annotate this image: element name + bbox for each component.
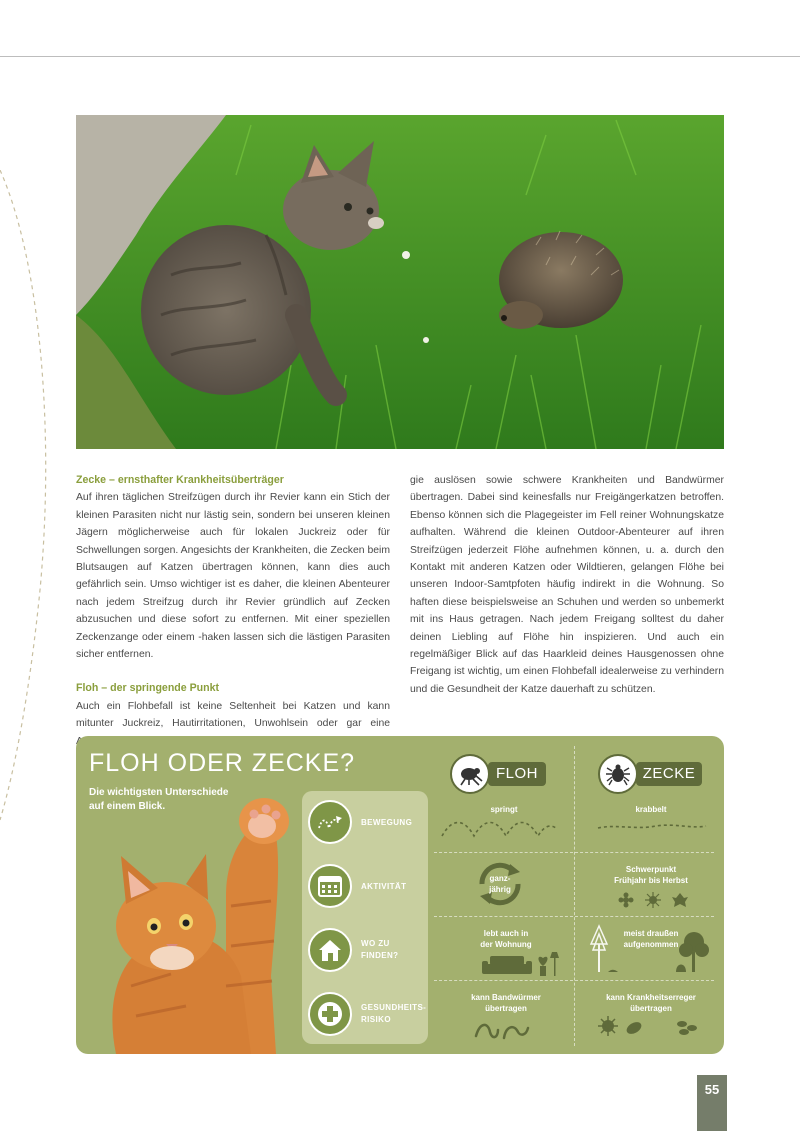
column-header-flea: FLOH <box>488 762 546 786</box>
header-rule <box>0 56 800 57</box>
flea-risk-text: kann Bandwürmer übertragen <box>471 993 541 1013</box>
infobox-title: FLOH ODER ZECKE? <box>89 749 356 777</box>
tick-movement-text: krabbelt <box>635 805 667 814</box>
crawling-path-icon <box>596 820 708 834</box>
paragraph-flea-continued: gie auslösen sowie schwere Krankheiten und Bandwürmer übertragen. Dabei sind keinesfalls nur Freigängerkatzen betroffen. Ebenso können sich die Plagegeister im Fell reiner Wohnungskatze aufhalten. Während die kleinen Outdoor-Abenteurer auf ihren Streifzügen jederzeit Flöhe aufnehmen können, u. a. durch den Kontakt mit anderen Katzen oder Wildtieren, gelangen Flöhe bei unseren Indoor-Samtpfoten häufig indirekt in die Wohnung. So haften diese beispielsweise an Schuhen und werden so unbemerkt mit ins Haus getragen. Nach jedem Freigang solltest du daher deinen Liebling auf Flöhe hin inspizieren. Und auch ein regelmäßiger Blick auf das Haarkleid deines Hausgenossen ohne Freigang ist wichtig, um einen Flohbefall idealerweise zu verhindern und die Gesundheit der Katze dauerhaft zu schützen. <box>410 475 724 695</box>
outdoor-trees-icon <box>588 924 712 974</box>
heading-flea: Floh – der springende Punkt <box>76 682 220 695</box>
row-label-movement: BEWEGUNG <box>361 818 413 827</box>
infobox-subtitle: Die wichtigsten Unterschiede auf einem Blick. <box>89 787 229 812</box>
row-label-health-risk: GESUNDHEITS- RISIKO <box>361 1003 427 1024</box>
row-divider <box>434 916 714 917</box>
seasons-icon <box>618 892 688 908</box>
tick-risk-text: kann Krankheitserreger übertragen <box>606 993 696 1013</box>
paragraph-flea-start: Auch ein Flohbefall ist keine Seltenheit bei Katzen und kann mitunter Juckreiz, Hautirritationen, Unwohlsein oder gar eine <box>76 700 390 730</box>
row-label-activity: AKTIVITÄT <box>361 882 407 891</box>
medical-cross-icon <box>308 992 352 1036</box>
jumping-path-icon <box>440 814 558 840</box>
row-label-where: WO ZU FINDEN? <box>361 939 399 960</box>
row-divider <box>434 852 714 853</box>
article-column-left <box>76 472 390 750</box>
page-number: 55 <box>697 1075 727 1131</box>
row-divider <box>434 980 714 981</box>
article-column-right <box>410 472 724 698</box>
paragraph-tick: Auf ihren täglichen Streifzügen durch ihr Revier kann ein Stich der kleinen Parasiten nicht nur lästig sein, sondern bei unseren kleinen Jägern möglicherweise auch für lokalen Juckreiz oder für Schwellungen sorgen. Angesichts der Krankheiten, die Zecken beim Blutsaugen auf Katzen übertragen können, kann dies auch gefährlich sein. Umso wichtiger ist es daher, die kleinen Abenteurer nach jedem Streifzug durch ihr Revier gründlich auf Zecken abzusuchen und diese sofort zu entfernen. Mit einer speziellen Zeckenzange oder einem -haken lassen sich die lästigen Parasiten sicher entfernen. <box>76 492 390 661</box>
tick-activity-text: Schwerpunkt Frühjahr bis Herbst <box>614 865 688 885</box>
column-divider <box>574 746 575 1046</box>
column-header-tick: ZECKE <box>636 762 702 786</box>
flea-movement-text: springt <box>490 805 518 814</box>
heading-tick: Zecke – ernsthafter Krankheitsüberträger <box>76 474 284 486</box>
tick-where-text: meist draußen aufgenommen <box>623 929 679 949</box>
living-room-icon <box>482 952 562 978</box>
house-icon <box>308 928 352 972</box>
cat-hedgehog-photo <box>76 115 724 449</box>
movement-arrow-icon <box>308 800 352 844</box>
flea-where-text: lebt auch in der Wohnung <box>480 929 532 949</box>
calendar-icon <box>308 864 352 908</box>
ginger-cat-illustration <box>76 776 296 1054</box>
pathogens-icon <box>596 1014 706 1038</box>
decorative-dashed-curve <box>0 170 60 830</box>
comparison-infobox <box>76 736 724 1054</box>
tapeworm-icon <box>472 1018 532 1042</box>
tick-icon <box>598 754 638 794</box>
flea-activity-text: ganz- jährig <box>489 874 511 894</box>
flea-icon <box>450 754 490 794</box>
